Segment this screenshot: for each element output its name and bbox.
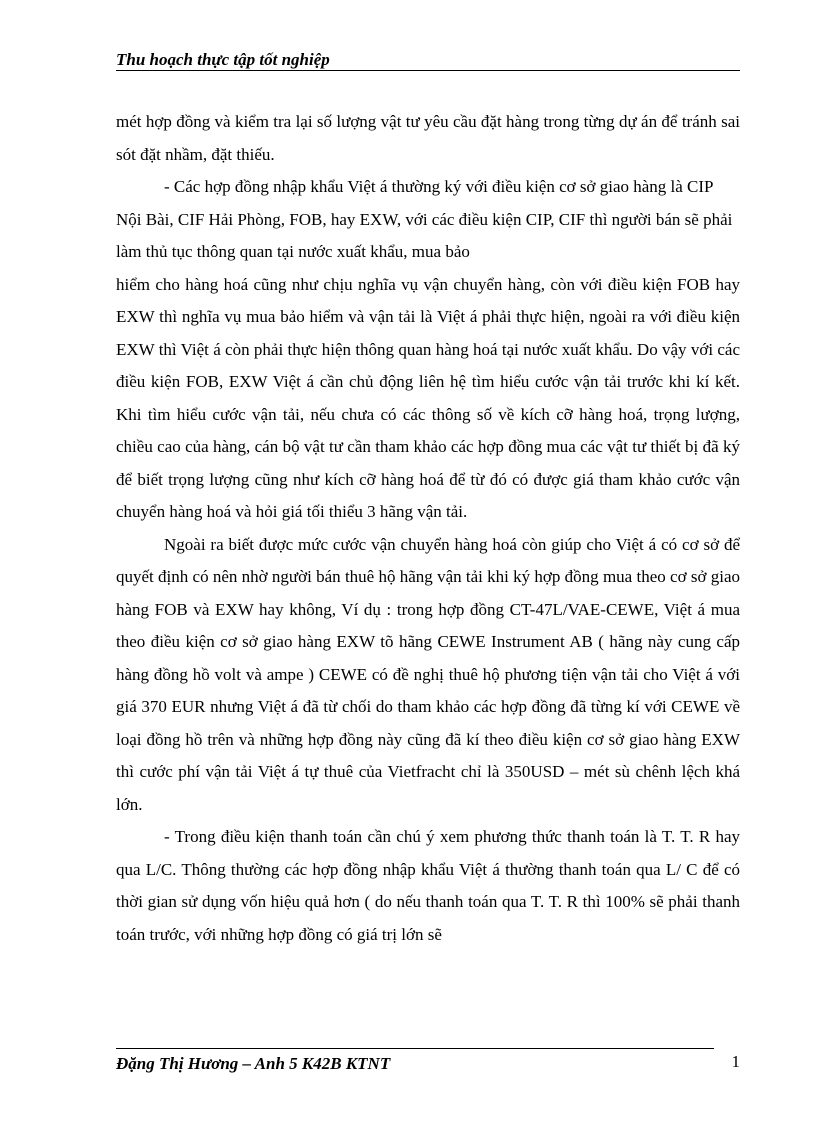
page-header	[116, 50, 740, 71]
document-body	[116, 106, 740, 951]
paragraph: hiểm cho hàng hoá cũng như chịu nghĩa vụ vận chuyển hàng, còn với điều kiện FOB hay EXW thì nghĩa vụ mua bảo hiểm và vận tải là Việt á phải thực hiện, ngoài ra với điều kiện EXW thì Việt á còn phải thực hiện thông quan hàng hoá tại nước xuất khẩu. Do vậy với các điều kiện FOB, EXW Việt á cần chủ động liên hệ tìm hiểu cước vận tải trước khi kí kết. Khi tìm hiểu cước vận tải, nếu chưa có các thông số về kích cỡ hàng hoá, trọng lượng, chiều cao của hàng, cán bộ vật tư cần tham khảo các hợp đồng mua các vật tư thiết bị đã ký để biết trọng lượng cũng như kích cỡ hàng hoá để từ đó có được giá tham khảo cước vận chuyển hàng hoá và hỏi giá tối thiểu 3 hãng vận tải.	[116, 274, 740, 521]
paragraph: - Trong điều kiện thanh toán cần chú ý xem phương thức thanh toán là T. T. R hay qua L/C. Thông thường các hợp đồng nhập khẩu Việt á thường thanh toán qua L/ C để có thời gian sử dụng vốn hiệu quả hơn ( do nếu thanh toán qua T. T. R thì 100% sẽ phải thanh toán trước, với những hợp đồng có giá trị lớn sẽ	[116, 827, 740, 944]
page-footer	[116, 1048, 740, 1078]
paragraph: - Các hợp đồng nhập khẩu Việt á thường ký với điều kiện cơ sở giao hàng là CIP Nội Bài, CIF Hải Phòng, FOB, hay EXW, với các điều kiện CIP, CIF thì người bán sẽ phải làm thủ tục thông quan tại nước xuất khẩu, mua bảo	[116, 177, 733, 261]
paragraph: mét hợp đồng và kiểm tra lại số lượng vật tư yêu cầu đặt hàng trong từng dự án để tránh sai sót đặt nhầm, đặt thiếu.	[116, 112, 740, 164]
footer-divider	[116, 1048, 714, 1049]
page-number: 1	[731, 1052, 740, 1071]
footer-author: Đặng Thị Hương – Anh 5 K42B KTNT	[116, 1054, 391, 1073]
paragraph: Ngoài ra biết được mức cước vận chuyển hàng hoá còn giúp cho Việt á có cơ sở để quyết định có nên nhờ người bán thuê hộ hãng vận tải khi ký hợp đồng mua theo cơ sở giao hàng FOB và EXW hay không, Ví dụ : trong hợp đồng CT-47L/VAE-CEWE, Việt á mua theo điều kiện cơ sở giao hàng EXW tõ hãng CEWE Instrument AB ( hãng này cung cấp hàng đồng hồ volt và ampe ) CEWE có đề nghị thuê hộ phương tiện vận tải cho Việt á với giá 370 EUR nhưng Việt á đã từ chối do tham khảo các hợp đồng đã từng kí với CEWE về loại đồng hồ trên và những hợp đồng này cũng đã kí theo điều kiện cơ sở giao hàng EXW thì cước phí vận tải Việt á tự thuê của Vietfracht chỉ là 350USD – mét sù chênh lệch khá lớn.	[116, 534, 740, 814]
header-title: Thu hoạch thực tập tốt nghiệp	[116, 50, 330, 69]
